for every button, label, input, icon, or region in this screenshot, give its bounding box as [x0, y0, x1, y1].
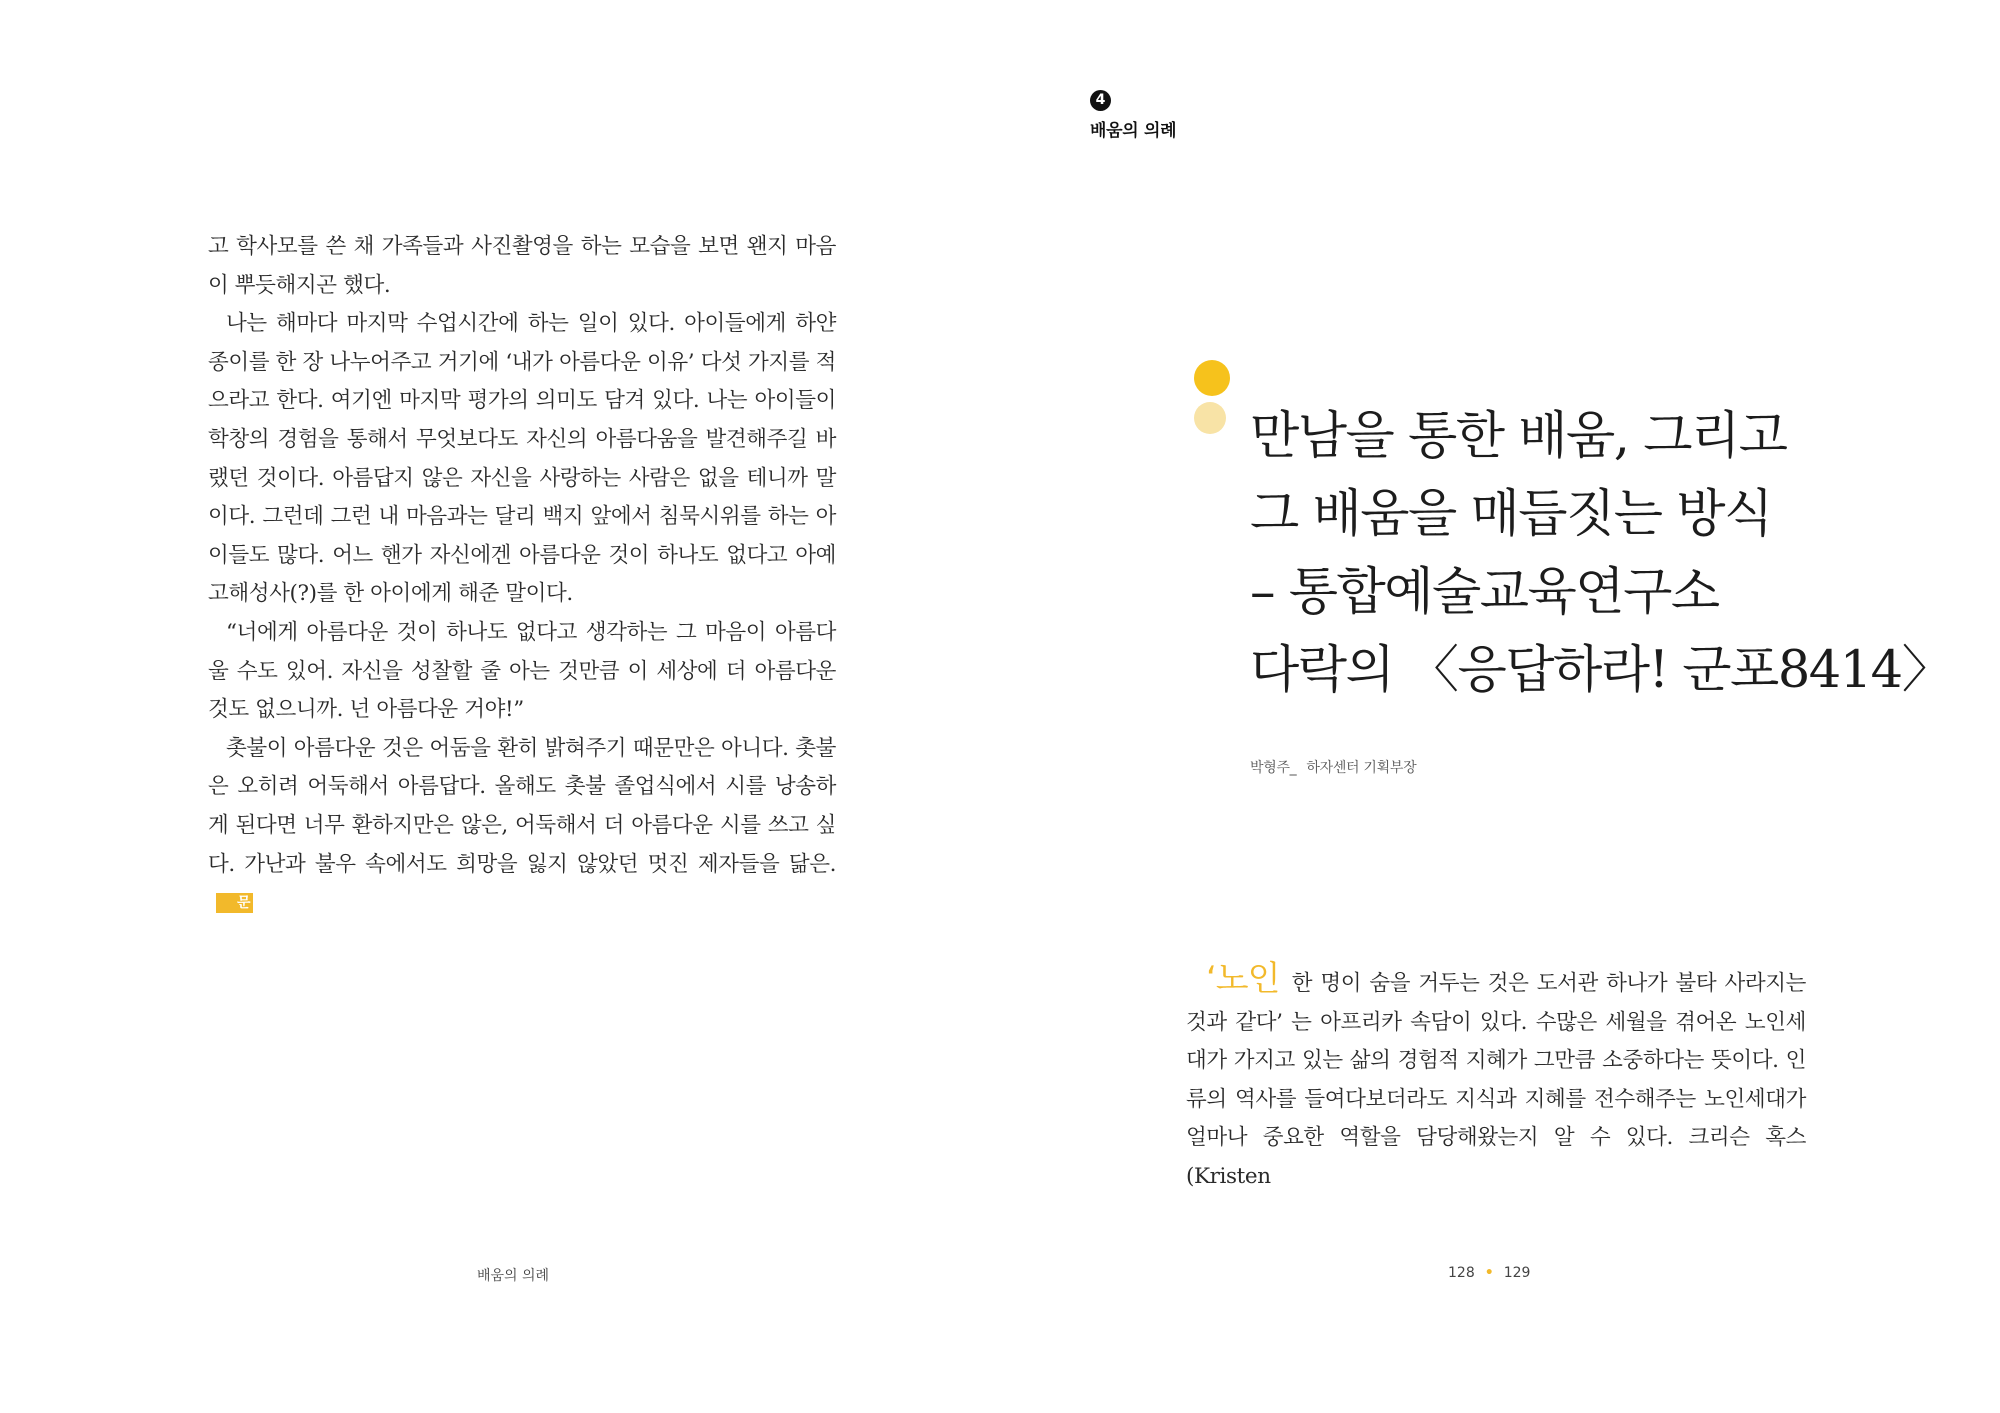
page-numbers — [1448, 1265, 1530, 1281]
decorative-dot-icon — [1194, 360, 1230, 396]
right-page — [1000, 0, 2000, 1413]
end-mark-icon: 문 — [216, 893, 253, 913]
chapter-header — [1090, 90, 1176, 141]
chapter-title: 배움의 의례 — [1090, 121, 1177, 141]
title-line: 만남을 통한 배움, 그리고 — [1250, 407, 1787, 466]
title-line: 그 배움을 매듭짓는 방식 — [1250, 485, 1772, 544]
article-title — [1250, 398, 1990, 710]
intro-body: 한 명이 숨을 거두는 것은 도서관 하나가 불타 사라지는 것과 같다’ 는 아프리카 속담이 있다. 수많은 세월을 겪어온 노인세대가 가지고 있는 삶의 경험적 지혜가 그만큼 소중하다는 뜻이다. 인류의 역사를 들여다보더라도 지식과 지혜를 전수해주는 노인세대가 얼마나 중요한 역할을 담당해왔는지 알 수 있다. 크리슨 혹스(Kristen — [1186, 971, 1806, 1189]
paragraph: 나는 해마다 마지막 수업시간에 하는 일이 있다. 아이들에게 하얀 종이를 한 장 나누어주고 거기에 ‘내가 아름다운 이유’ 다섯 가지를 적으라고 한다. 여기엔 마지막 평가의 의미도 담겨 있다. 나는 아이들이 학창의 경험을 통해서 무엇보다도 자신의 아름다움을 발견해주길 바랬던 것이다. 아름답지 않은 자신을 사랑하는 사람은 없을 테니까 말이다. 그런데 그런 내 마음과는 달리 백지 앞에서 침묵시위를 하는 아이들도 많다. 어느 핸가 자신에겐 아름다운 것이 하나도 없다고 아예 고해성사(?)를 한 아이에게 해준 말이다. — [208, 311, 836, 607]
author-byline — [1250, 757, 1416, 777]
title-line: 다락의 〈응답하라! 군포8414〉 — [1250, 641, 1952, 700]
left-body-text — [208, 228, 836, 923]
paragraph: 고 학사모를 쓴 채 가족들과 사진촬영을 하는 모습을 보면 왠지 마음이 뿌듯해지곤 했다. — [208, 234, 836, 298]
paragraph-last — [208, 730, 836, 923]
page-separator: • — [1484, 1265, 1494, 1281]
page-number-left: 128 — [1448, 1265, 1475, 1281]
running-footer: 배움의 의례 — [477, 1268, 550, 1284]
author-name: 박형주_ — [1250, 760, 1297, 776]
chapter-number-badge: 4 — [1090, 90, 1111, 111]
paragraph-text: 촛불이 아름다운 것은 어둠을 환히 밝혀주기 때문만은 아니다. 촛불은 오히려 어둑해서 아름답다. 올해도 촛불 졸업식에서 시를 낭송하게 된다면 너무 환하지만은 않은, 어둑해서 더 아름다운 시를 쓰고 싶다. 가난과 불우 속에서도 희망을 잃지 않았던 멋진 제자들을 닮은. — [208, 735, 836, 877]
drop-word: ‘노인 — [1206, 959, 1280, 999]
intro-paragraph — [1186, 960, 1806, 1197]
page-number-right: 129 — [1503, 1265, 1531, 1281]
author-role: 하자센터 기획부장 — [1306, 760, 1417, 776]
decorative-dot-light-icon — [1194, 402, 1226, 434]
title-line: – 통합예술교육연구소 — [1250, 563, 1719, 622]
paragraph: “너에게 아름다운 것이 하나도 없다고 생각하는 그 마음이 아름다울 수도 있어. 자신을 성찰할 줄 아는 것만큼 이 세상에 더 아름다운 것도 없으니까. 넌 아름다운 거야!” — [208, 619, 836, 723]
intro-text — [1186, 960, 1806, 1197]
